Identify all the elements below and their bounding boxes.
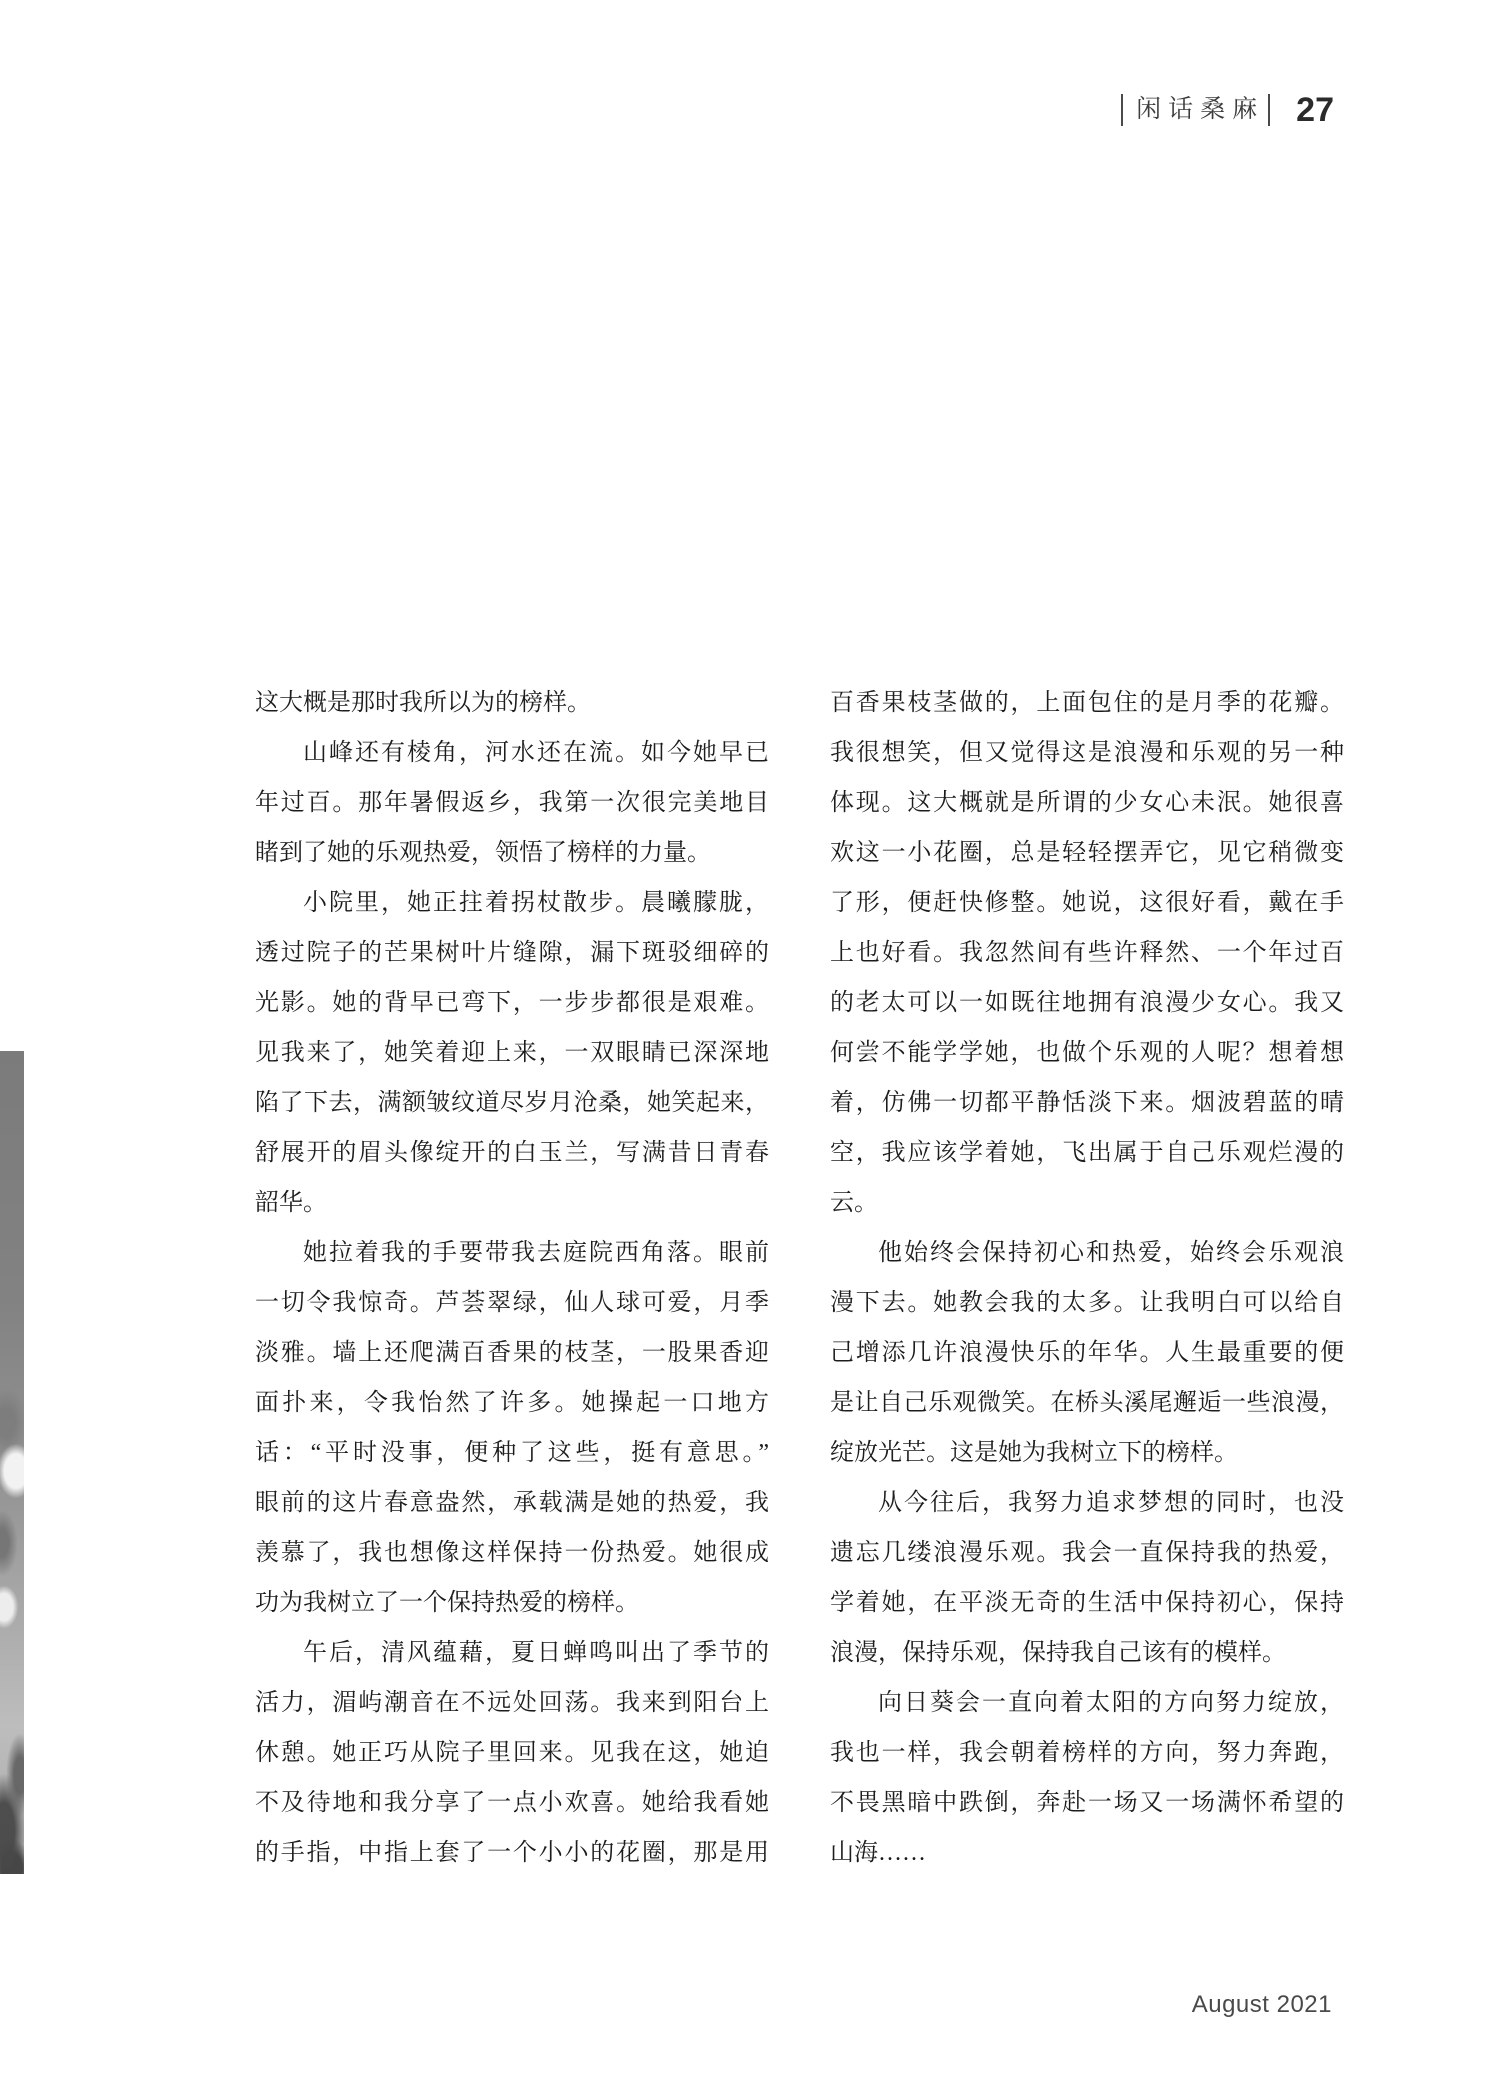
section-title: 闲话桑麻 xyxy=(1136,96,1265,123)
text-line: 不畏黑暗中跌倒，奔赴一场又一场满怀希望的 xyxy=(830,1790,1344,1816)
text-line: 话：“平时没事，便种了这些，挺有意思。” xyxy=(255,1440,769,1466)
text-line: 的老太可以一如既往地拥有浪漫少女心。我又 xyxy=(830,990,1344,1016)
text-line: 欢这一小花圈，总是轻轻摆弄它，见它稍微变 xyxy=(830,840,1344,866)
text-line: 绽放光芒。这是她为我树立下的榜样。 xyxy=(830,1440,1238,1466)
text-line: 透过院子的芒果树叶片缝隙，漏下斑驳细碎的 xyxy=(255,940,769,966)
text-line: 见我来了，她笑着迎上来，一双眼睛已深深地 xyxy=(255,1040,769,1066)
text-line: 向日葵会一直向着太阳的方向努力绽放， xyxy=(878,1690,1344,1716)
text-line: 功为我树立了一个保持热爱的榜样。 xyxy=(255,1590,639,1616)
text-line: 光影。她的背早已弯下，一步步都很是艰难。 xyxy=(255,990,769,1016)
text-line: 她拉着我的手要带我去庭院西角落。眼前 xyxy=(303,1240,769,1266)
text-line: 学着她，在平淡无奇的生活中保持初心，保持 xyxy=(830,1590,1344,1616)
text-line: 这大概是那时我所以为的榜样。 xyxy=(255,690,591,716)
text-line: 羡慕了，我也想像这样保持一份热爱。她很成 xyxy=(255,1540,769,1566)
text-line: 山海…… xyxy=(830,1840,926,1866)
text-line: 小院里，她正拄着拐杖散步。晨曦朦胧， xyxy=(303,890,769,916)
text-line: 一切令我惊奇。芦荟翠绿，仙人球可爱，月季 xyxy=(255,1290,769,1316)
text-line: 了形，便赶快修整。她说，这很好看，戴在手 xyxy=(830,890,1344,916)
text-line: 百香果枝茎做的，上面包住的是月季的花瓣。 xyxy=(830,690,1344,716)
text-line: 从今往后，我努力追求梦想的同时，也没 xyxy=(878,1490,1344,1516)
text-line: 午后，清风蕴藉，夏日蝉鸣叫出了季节的 xyxy=(303,1640,769,1666)
issue-date: August 2021 xyxy=(1191,1991,1332,2018)
text-line: 韶华。 xyxy=(255,1190,327,1216)
text-line: 上也好看。我忽然间有些许释然、一个年过百 xyxy=(830,940,1344,966)
text-line: 漫下去。她教会我的太多。让我明白可以给自 xyxy=(830,1290,1344,1316)
text-line: 眼前的这片春意盎然，承载满是她的热爱，我 xyxy=(255,1490,769,1516)
text-line: 云。 xyxy=(830,1190,878,1216)
text-line: 睹到了她的乐观热爱，领悟了榜样的力量。 xyxy=(255,840,711,866)
text-column-right xyxy=(830,678,1344,1878)
text-line: 我也一样，我会朝着榜样的方向，努力奔跑， xyxy=(830,1740,1344,1766)
text-line: 陷了下去，满额皱纹道尽岁月沧桑，她笑起来， xyxy=(255,1090,769,1116)
text-line: 淡雅。墙上还爬满百香果的枝茎，一股果香迎 xyxy=(255,1340,769,1366)
text-line: 着，仿佛一切都平静恬淡下来。烟波碧蓝的晴 xyxy=(830,1090,1344,1116)
text-line: 不及待地和我分享了一点小欢喜。她给我看她 xyxy=(255,1790,769,1816)
text-line: 是让自己乐观微笑。在桥头溪尾邂逅一些浪漫， xyxy=(830,1390,1344,1416)
text-line: 己增添几许浪漫快乐的年华。人生最重要的便 xyxy=(830,1340,1344,1366)
text-column-left xyxy=(255,678,769,1878)
text-line: 休憩。她正巧从院子里回来。见我在这，她迫 xyxy=(255,1740,769,1766)
text-line: 体现。这大概就是所谓的少女心未泯。她很喜 xyxy=(830,790,1344,816)
text-line: 面扑来，令我怡然了许多。她操起一口地方 xyxy=(255,1390,769,1416)
text-line: 的手指，中指上套了一个小小的花圈，那是用 xyxy=(255,1840,769,1866)
page-header xyxy=(1121,92,1334,128)
text-line: 何尝不能学学她，也做个乐观的人呢？想着想 xyxy=(830,1040,1344,1066)
text-line: 山峰还有棱角，河水还在流。如今她早已 xyxy=(303,740,769,766)
page-footer xyxy=(1192,1991,1332,2019)
text-line: 舒展开的眉头像绽开的白玉兰，写满昔日青春 xyxy=(255,1140,769,1166)
text-line: 空，我应该学着她，飞出属于自己乐观烂漫的 xyxy=(830,1140,1344,1166)
text-line: 浪漫，保持乐观，保持我自己该有的模样。 xyxy=(830,1640,1286,1666)
photo-strip xyxy=(0,1051,24,1874)
text-line: 我很想笑，但又觉得这是浪漫和乐观的另一种 xyxy=(830,740,1344,766)
header-divider-right xyxy=(1268,94,1270,126)
page-number: 27 xyxy=(1296,91,1334,129)
text-line: 他始终会保持初心和热爱，始终会乐观浪 xyxy=(878,1240,1344,1266)
text-line: 遗忘几缕浪漫乐观。我会一直保持我的热爱， xyxy=(830,1540,1344,1566)
text-line: 年过百。那年暑假返乡，我第一次很完美地目 xyxy=(255,790,769,816)
text-line: 活力，湄屿潮音在不远处回荡。我来到阳台上 xyxy=(255,1690,769,1716)
header-divider-left xyxy=(1121,94,1123,126)
